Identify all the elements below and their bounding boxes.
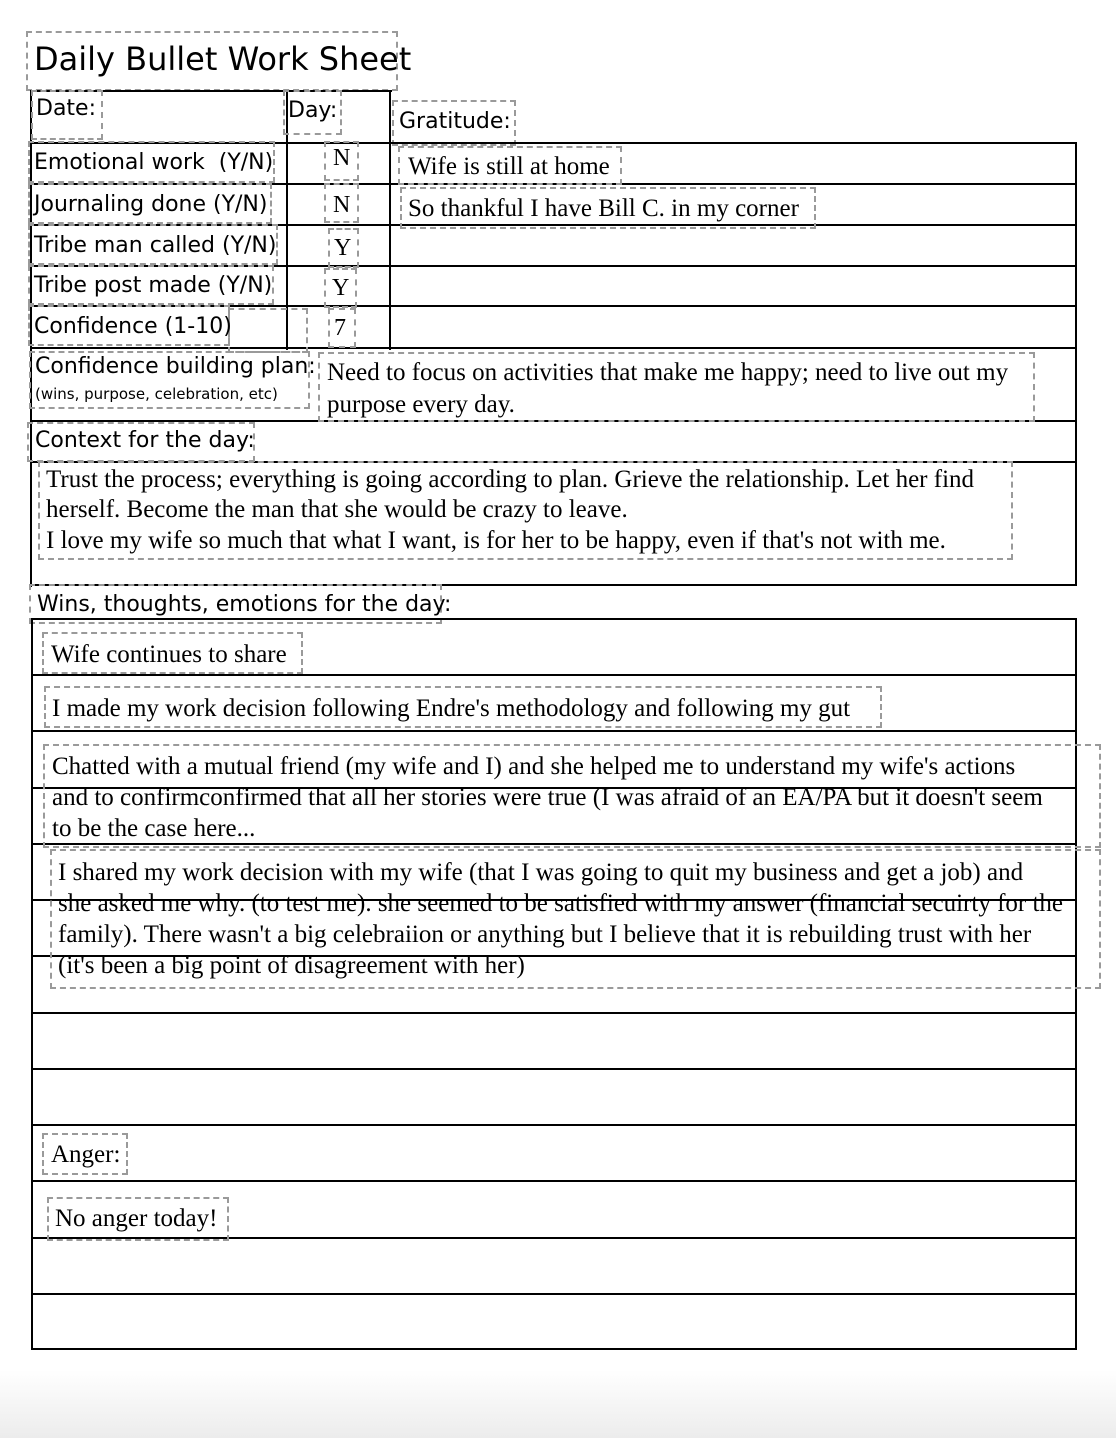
confidence-plan-sublabel: (wins, purpose, celebration, etc)	[35, 385, 278, 403]
checklist-label: Confidence (1-10)	[34, 314, 232, 339]
gratitude-entry[interactable]	[396, 268, 1072, 304]
empty-row[interactable]	[34, 1240, 1074, 1292]
gratitude-entry[interactable]	[396, 309, 1072, 345]
win-entry-text: I made my work decision following Endre's methodology and following my gut	[52, 695, 851, 722]
checklist-label: Tribe man called (Y/N)	[34, 233, 277, 258]
checklist-label: Journaling done (Y/N)	[34, 192, 268, 217]
win-entry-text: Chatted with a mutual friend (my wife and I) and she helped me to understand my wife's actions	[52, 753, 1016, 780]
win-entry-text: I shared my work decision with my wife (that I was going to quit my business and get a job) and	[58, 859, 1024, 886]
context-line[interactable]: Trust the process; everything is going according to plan. Grieve the relationship. Let her find	[46, 466, 975, 493]
checklist-value[interactable]: N	[333, 192, 351, 218]
day-field[interactable]	[342, 94, 386, 134]
anger-value[interactable]: No anger today!	[55, 1205, 218, 1232]
anger-label: Anger:	[51, 1141, 121, 1168]
empty-row[interactable]	[34, 1296, 1074, 1348]
win-entry-text: Wife continues to share	[51, 641, 287, 668]
win-entry-text: and to confirmconfirmed that all her stories were true (I was afraid of an EA/PA but it doesn't seem	[52, 784, 1043, 811]
win-entry-text: to be the case here...	[52, 815, 256, 842]
checklist-label: Emotional work (Y/N)	[34, 150, 274, 175]
context-line[interactable]: I love my wife so much that what I want, is for her to be happy, even if that's not with me.	[46, 527, 946, 554]
wins-label: Wins, thoughts, emotions for the day:	[37, 592, 452, 617]
confidence-plan-label: Confidence building plan:	[35, 354, 316, 379]
win-entry-text: she asked me why. (to test me). she seemed to be satisfied with my answer (financial secuirty for the	[58, 890, 1064, 917]
gratitude-entry[interactable]: So thankful I have Bill C. in my corner	[408, 195, 799, 222]
empty-row[interactable]	[34, 1071, 1074, 1123]
date-field[interactable]	[104, 94, 282, 134]
win-entry-text: (it's been a big point of disagreement with her)	[58, 952, 525, 979]
empty-row[interactable]	[34, 1015, 1074, 1067]
day-label: Day:	[288, 98, 338, 123]
checklist-label: Tribe post made (Y/N)	[34, 273, 273, 298]
page-title: Daily Bullet Work Sheet	[34, 40, 412, 78]
checklist-value[interactable]: Y	[332, 275, 350, 301]
gratitude-entry[interactable]: Wife is still at home	[408, 153, 610, 180]
win-entry-text: family). There wasn't a big celebraiion or anything but I believe that it is rebuilding trust with her	[58, 921, 1032, 948]
context-line[interactable]: herself. Become the man that she would be crazy to leave.	[46, 496, 628, 523]
gratitude-label: Gratitude:	[399, 109, 511, 134]
checklist-value[interactable]: N	[333, 145, 351, 171]
context-label: Context for the day:	[35, 428, 255, 453]
confidence-plan-value[interactable]: Need to focus on activities that make me happy; need to live out my	[327, 359, 1009, 386]
gratitude-entry[interactable]	[396, 228, 1072, 264]
confidence-plan-value-line2[interactable]: purpose every day.	[327, 391, 515, 418]
date-label: Date:	[36, 96, 96, 121]
checklist-value[interactable]: 7	[334, 315, 346, 341]
checklist-value[interactable]: Y	[334, 235, 352, 261]
